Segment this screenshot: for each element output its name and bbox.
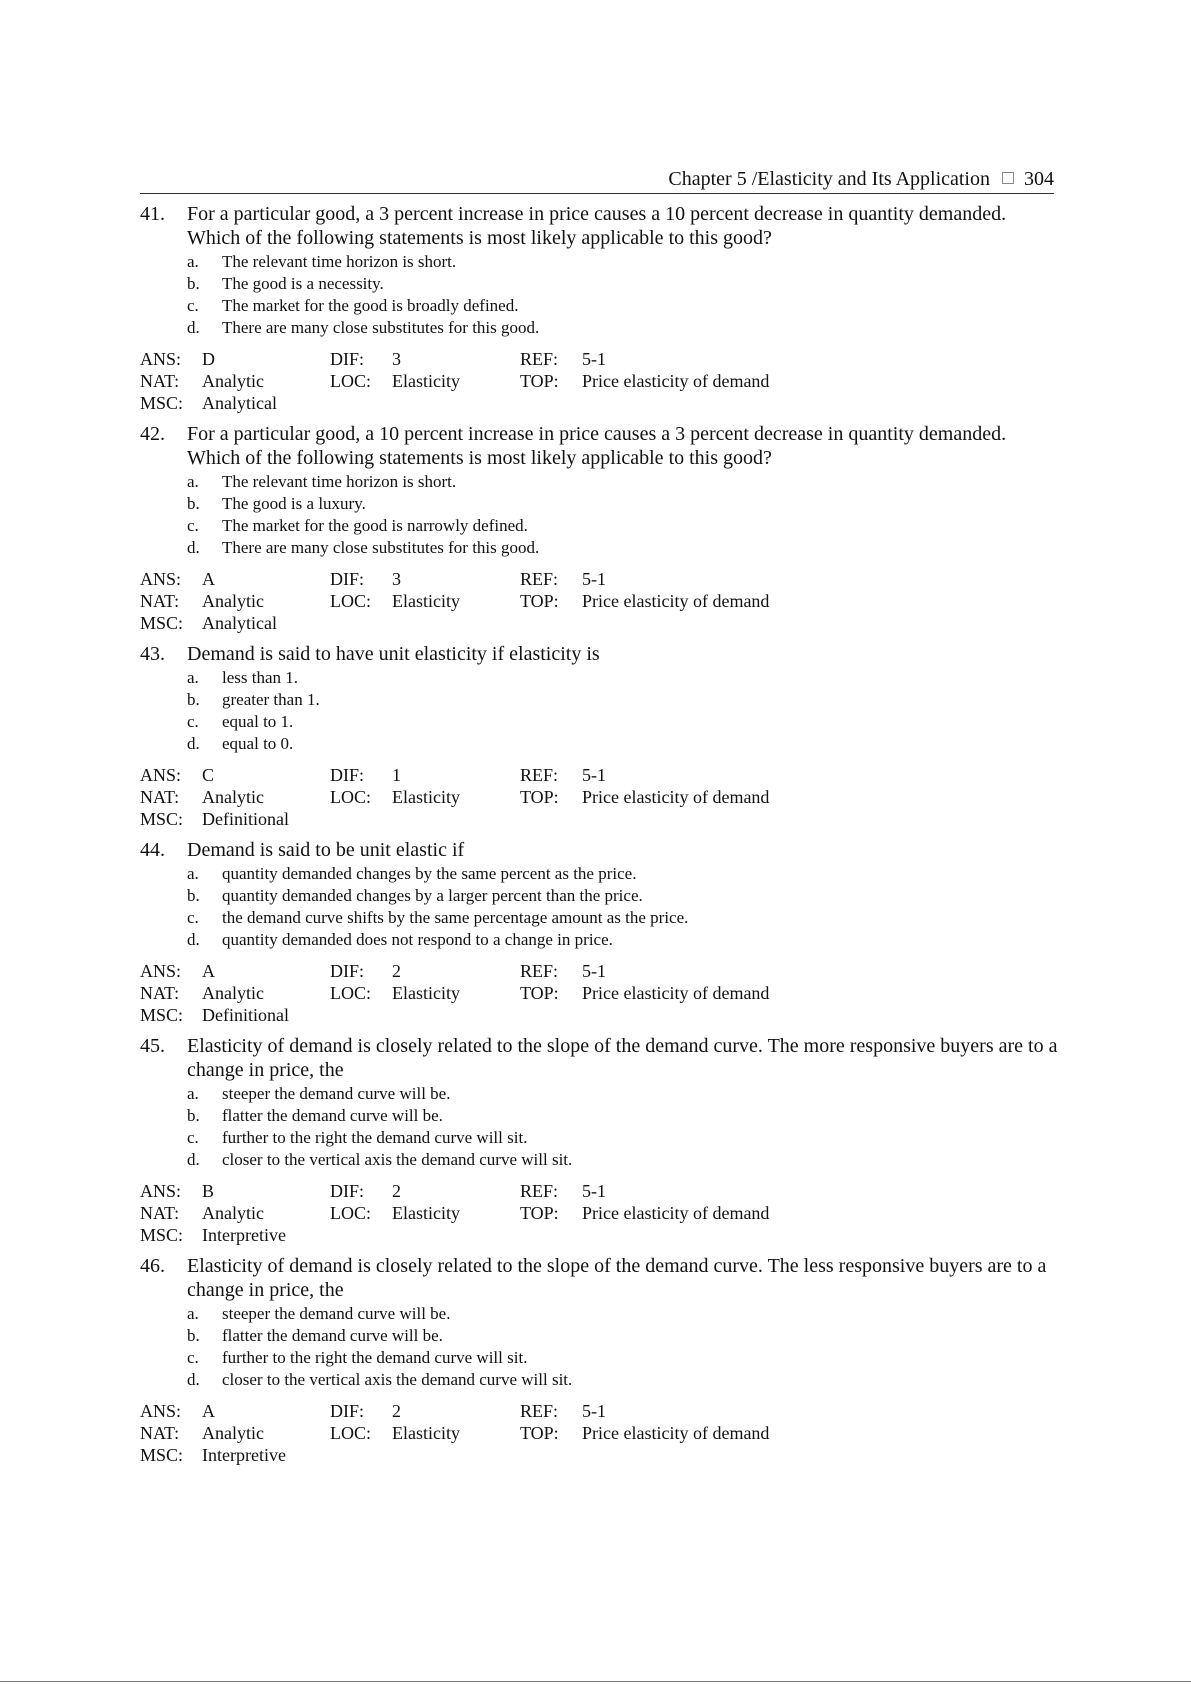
option-text: The market for the good is broadly defined. [222,296,519,315]
option-item [187,471,1060,493]
option-item [187,667,1060,689]
metadata-row [140,612,1060,634]
meta-value-dif: 3 [392,569,401,589]
question-item [140,838,1060,1026]
question-number: 45. [140,1035,165,1057]
meta-label-loc: LOC: [330,787,372,807]
metadata-row [140,1224,1060,1246]
meta-value-nat: Analytic [202,591,264,611]
page-number: 304 [1024,168,1054,190]
meta-label-dif: DIF: [330,1401,365,1421]
metadata-row [140,590,1060,612]
meta-value-dif: 2 [392,961,401,981]
option-letter: b. [187,886,200,905]
question-number: 46. [140,1255,165,1277]
meta-value-top: Price elasticity of demand [582,371,770,391]
meta-value-top: Price elasticity of demand [582,983,770,1003]
option-letter: a. [187,472,199,491]
meta-label-ans: ANS: [140,765,182,785]
question-number: 44. [140,839,165,861]
option-letter: a. [187,668,199,687]
metadata-row [140,1444,1060,1466]
question-text: Demand is said to be unit elastic if [187,839,465,861]
option-list [187,667,1060,755]
bottom-rule [0,1681,1191,1682]
meta-label-nat: NAT: [140,371,180,391]
option-letter: b. [187,1106,200,1125]
meta-label-top: TOP: [520,591,559,611]
question-stem [140,1254,1060,1302]
meta-value-msc: Interpretive [202,1445,286,1465]
meta-label-ans: ANS: [140,961,182,981]
meta-value-ans: B [202,1181,215,1201]
meta-label-loc: LOC: [330,1203,372,1223]
option-text: flatter the demand curve will be. [222,1326,443,1345]
meta-label-loc: LOC: [330,371,372,391]
meta-value-top: Price elasticity of demand [582,787,770,807]
meta-value-top: Price elasticity of demand [582,591,770,611]
option-item [187,1083,1060,1105]
meta-value-top: Price elasticity of demand [582,1423,770,1443]
option-letter: c. [187,516,199,535]
option-text: closer to the vertical axis the demand curve will sit. [222,1150,573,1169]
option-item [187,711,1060,733]
option-letter: a. [187,252,199,271]
option-text: flatter the demand curve will be. [222,1106,443,1125]
question-item [140,1034,1060,1246]
option-item [187,493,1060,515]
option-list [187,1083,1060,1171]
meta-value-loc: Elasticity [392,1423,460,1443]
meta-label-nat: NAT: [140,787,180,807]
option-text: further to the right the demand curve will sit. [222,1348,528,1367]
option-text: equal to 1. [222,712,294,731]
meta-label-dif: DIF: [330,765,365,785]
option-item [187,537,1060,559]
meta-value-ans: C [202,765,215,785]
option-text: closer to the vertical axis the demand curve will sit. [222,1370,573,1389]
option-item [187,733,1060,755]
meta-label-top: TOP: [520,1203,559,1223]
meta-value-nat: Analytic [202,787,264,807]
option-text: There are many close substitutes for this good. [222,538,540,557]
meta-label-dif: DIF: [330,1181,365,1201]
option-text: quantity demanded changes by a larger percent than the price. [222,886,643,905]
option-letter: d. [187,538,200,557]
option-text: steeper the demand curve will be. [222,1084,451,1103]
question-text: For a particular good, a 3 percent increase in price causes a 10 percent decrease in quantity demanded. Which of the following statements is most likely applicable to this good? [187,203,1007,249]
meta-label-ans: ANS: [140,569,182,589]
option-letter: d. [187,1370,200,1389]
question-number: 43. [140,643,165,665]
meta-label-nat: NAT: [140,1203,180,1223]
meta-label-top: TOP: [520,787,559,807]
meta-value-nat: Analytic [202,371,264,391]
meta-label-ans: ANS: [140,349,182,369]
meta-value-ref: 5-1 [582,765,606,785]
meta-value-ans: A [202,569,215,589]
metadata-row [140,1202,1060,1224]
option-text: steeper the demand curve will be. [222,1304,451,1323]
option-letter: c. [187,908,199,927]
meta-label-msc: MSC: [140,1445,184,1465]
option-text: greater than 1. [222,690,320,709]
option-letter: b. [187,1326,200,1345]
option-text: equal to 0. [222,734,294,753]
metadata-row [140,348,1060,370]
option-item [187,295,1060,317]
option-item [187,885,1060,907]
option-text: The relevant time horizon is short. [222,472,457,491]
metadata-row [140,568,1060,590]
metadata-row [140,370,1060,392]
option-text: There are many close substitutes for this good. [222,318,540,337]
option-letter: b. [187,274,200,293]
option-letter: d. [187,734,200,753]
metadata-row [140,1400,1060,1422]
question-item [140,1254,1060,1466]
question-item [140,642,1060,830]
meta-value-nat: Analytic [202,1423,264,1443]
option-list [187,251,1060,339]
meta-value-nat: Analytic [202,983,264,1003]
question-stem [140,202,1060,250]
option-text: quantity demanded changes by the same percent as the price. [222,864,637,883]
option-item [187,689,1060,711]
meta-value-loc: Elasticity [392,787,460,807]
meta-label-nat: NAT: [140,591,180,611]
option-text: The good is a luxury. [222,494,366,513]
question-text: Elasticity of demand is closely related to the slope of the demand curve. The less responsive buyers are to a change in price, the [187,1255,1047,1301]
meta-label-top: TOP: [520,983,559,1003]
meta-label-loc: LOC: [330,1423,372,1443]
option-letter: c. [187,712,199,731]
question-text: Elasticity of demand is closely related to the slope of the demand curve. The more responsive buyers are to a change in price, the [187,1035,1058,1081]
meta-label-ans: ANS: [140,1181,182,1201]
option-item [187,1127,1060,1149]
separator-box-icon [1002,172,1014,184]
meta-value-ans: A [202,961,215,981]
option-item [187,317,1060,339]
meta-value-dif: 2 [392,1181,401,1201]
meta-value-loc: Elasticity [392,591,460,611]
option-list [187,471,1060,559]
option-text: The good is a necessity. [222,274,384,293]
metadata-row [140,392,1060,414]
meta-value-ref: 5-1 [582,569,606,589]
option-text: quantity demanded does not respond to a change in price. [222,930,613,949]
metadata-row [140,960,1060,982]
meta-value-loc: Elasticity [392,1203,460,1223]
option-letter: c. [187,296,199,315]
meta-label-top: TOP: [520,371,559,391]
meta-value-msc: Definitional [202,1005,289,1025]
option-letter: a. [187,864,199,883]
option-letter: b. [187,494,200,513]
question-stem [140,642,1060,666]
question-number: 41. [140,203,165,225]
option-item [187,251,1060,273]
metadata-row [140,982,1060,1004]
meta-label-msc: MSC: [140,393,184,413]
option-item [187,1303,1060,1325]
meta-value-msc: Interpretive [202,1225,286,1245]
option-text: less than 1. [222,668,299,687]
answer-metadata [140,1180,1060,1246]
meta-value-ans: D [202,349,215,369]
option-letter: a. [187,1084,199,1103]
answer-metadata [140,1400,1060,1466]
question-text: For a particular good, a 10 percent increase in price causes a 3 percent decrease in quantity demanded. Which of the following statements is most likely applicable to this good? [187,423,1007,469]
meta-value-ref: 5-1 [582,1181,606,1201]
metadata-row [140,808,1060,830]
option-item [187,929,1060,951]
option-item [187,1149,1060,1171]
option-item [187,907,1060,929]
metadata-row [140,786,1060,808]
meta-value-ans: A [202,1401,215,1421]
option-item [187,863,1060,885]
option-letter: d. [187,1150,200,1169]
meta-label-ref: REF: [520,1401,559,1421]
meta-label-msc: MSC: [140,809,184,829]
question-text: Demand is said to have unit elasticity if elasticity is [187,643,600,665]
option-letter: d. [187,930,200,949]
meta-value-dif: 3 [392,349,401,369]
option-letter: a. [187,1304,199,1323]
option-item [187,1369,1060,1391]
answer-metadata [140,568,1060,634]
metadata-row [140,1004,1060,1026]
meta-label-ref: REF: [520,961,559,981]
option-item [187,1347,1060,1369]
meta-value-dif: 2 [392,1401,401,1421]
meta-value-ref: 5-1 [582,349,606,369]
meta-label-msc: MSC: [140,1225,184,1245]
meta-label-msc: MSC: [140,1005,184,1025]
meta-value-ref: 5-1 [582,961,606,981]
meta-label-ref: REF: [520,569,559,589]
question-stem [140,422,1060,470]
option-item [187,273,1060,295]
meta-value-loc: Elasticity [392,371,460,391]
question-item [140,202,1060,414]
question-stem [140,838,1060,862]
option-text: The market for the good is narrowly defined. [222,516,528,535]
question-stem [140,1034,1060,1082]
meta-label-loc: LOC: [330,591,372,611]
option-text: the demand curve shifts by the same percentage amount as the price. [222,908,689,927]
page-header [140,167,1054,194]
option-letter: c. [187,1128,199,1147]
meta-label-dif: DIF: [330,569,365,589]
meta-label-dif: DIF: [330,961,365,981]
metadata-row [140,1180,1060,1202]
meta-label-ref: REF: [520,349,559,369]
meta-label-ans: ANS: [140,1401,182,1421]
option-letter: b. [187,690,200,709]
meta-value-top: Price elasticity of demand [582,1203,770,1223]
meta-label-loc: LOC: [330,983,372,1003]
meta-label-nat: NAT: [140,1423,180,1443]
meta-value-loc: Elasticity [392,983,460,1003]
meta-label-ref: REF: [520,1181,559,1201]
option-item [187,1325,1060,1347]
question-number: 42. [140,423,165,445]
meta-label-msc: MSC: [140,613,184,633]
answer-metadata [140,960,1060,1026]
metadata-row [140,1422,1060,1444]
meta-label-dif: DIF: [330,349,365,369]
answer-metadata [140,764,1060,830]
option-text: further to the right the demand curve will sit. [222,1128,528,1147]
meta-label-ref: REF: [520,765,559,785]
meta-value-nat: Analytic [202,1203,264,1223]
chapter-title: Chapter 5 /Elasticity and Its Application [668,168,990,190]
question-list [140,202,1060,1474]
metadata-row [140,764,1060,786]
meta-value-msc: Analytical [202,613,277,633]
option-list [187,863,1060,951]
meta-value-msc: Definitional [202,809,289,829]
option-text: The relevant time horizon is short. [222,252,457,271]
meta-value-msc: Analytical [202,393,277,413]
answer-metadata [140,348,1060,414]
meta-value-dif: 1 [392,765,401,785]
question-item [140,422,1060,634]
option-list [187,1303,1060,1391]
meta-value-ref: 5-1 [582,1401,606,1421]
option-letter: c. [187,1348,199,1367]
option-item [187,1105,1060,1127]
meta-label-nat: NAT: [140,983,180,1003]
option-letter: d. [187,318,200,337]
option-item [187,515,1060,537]
meta-label-top: TOP: [520,1423,559,1443]
